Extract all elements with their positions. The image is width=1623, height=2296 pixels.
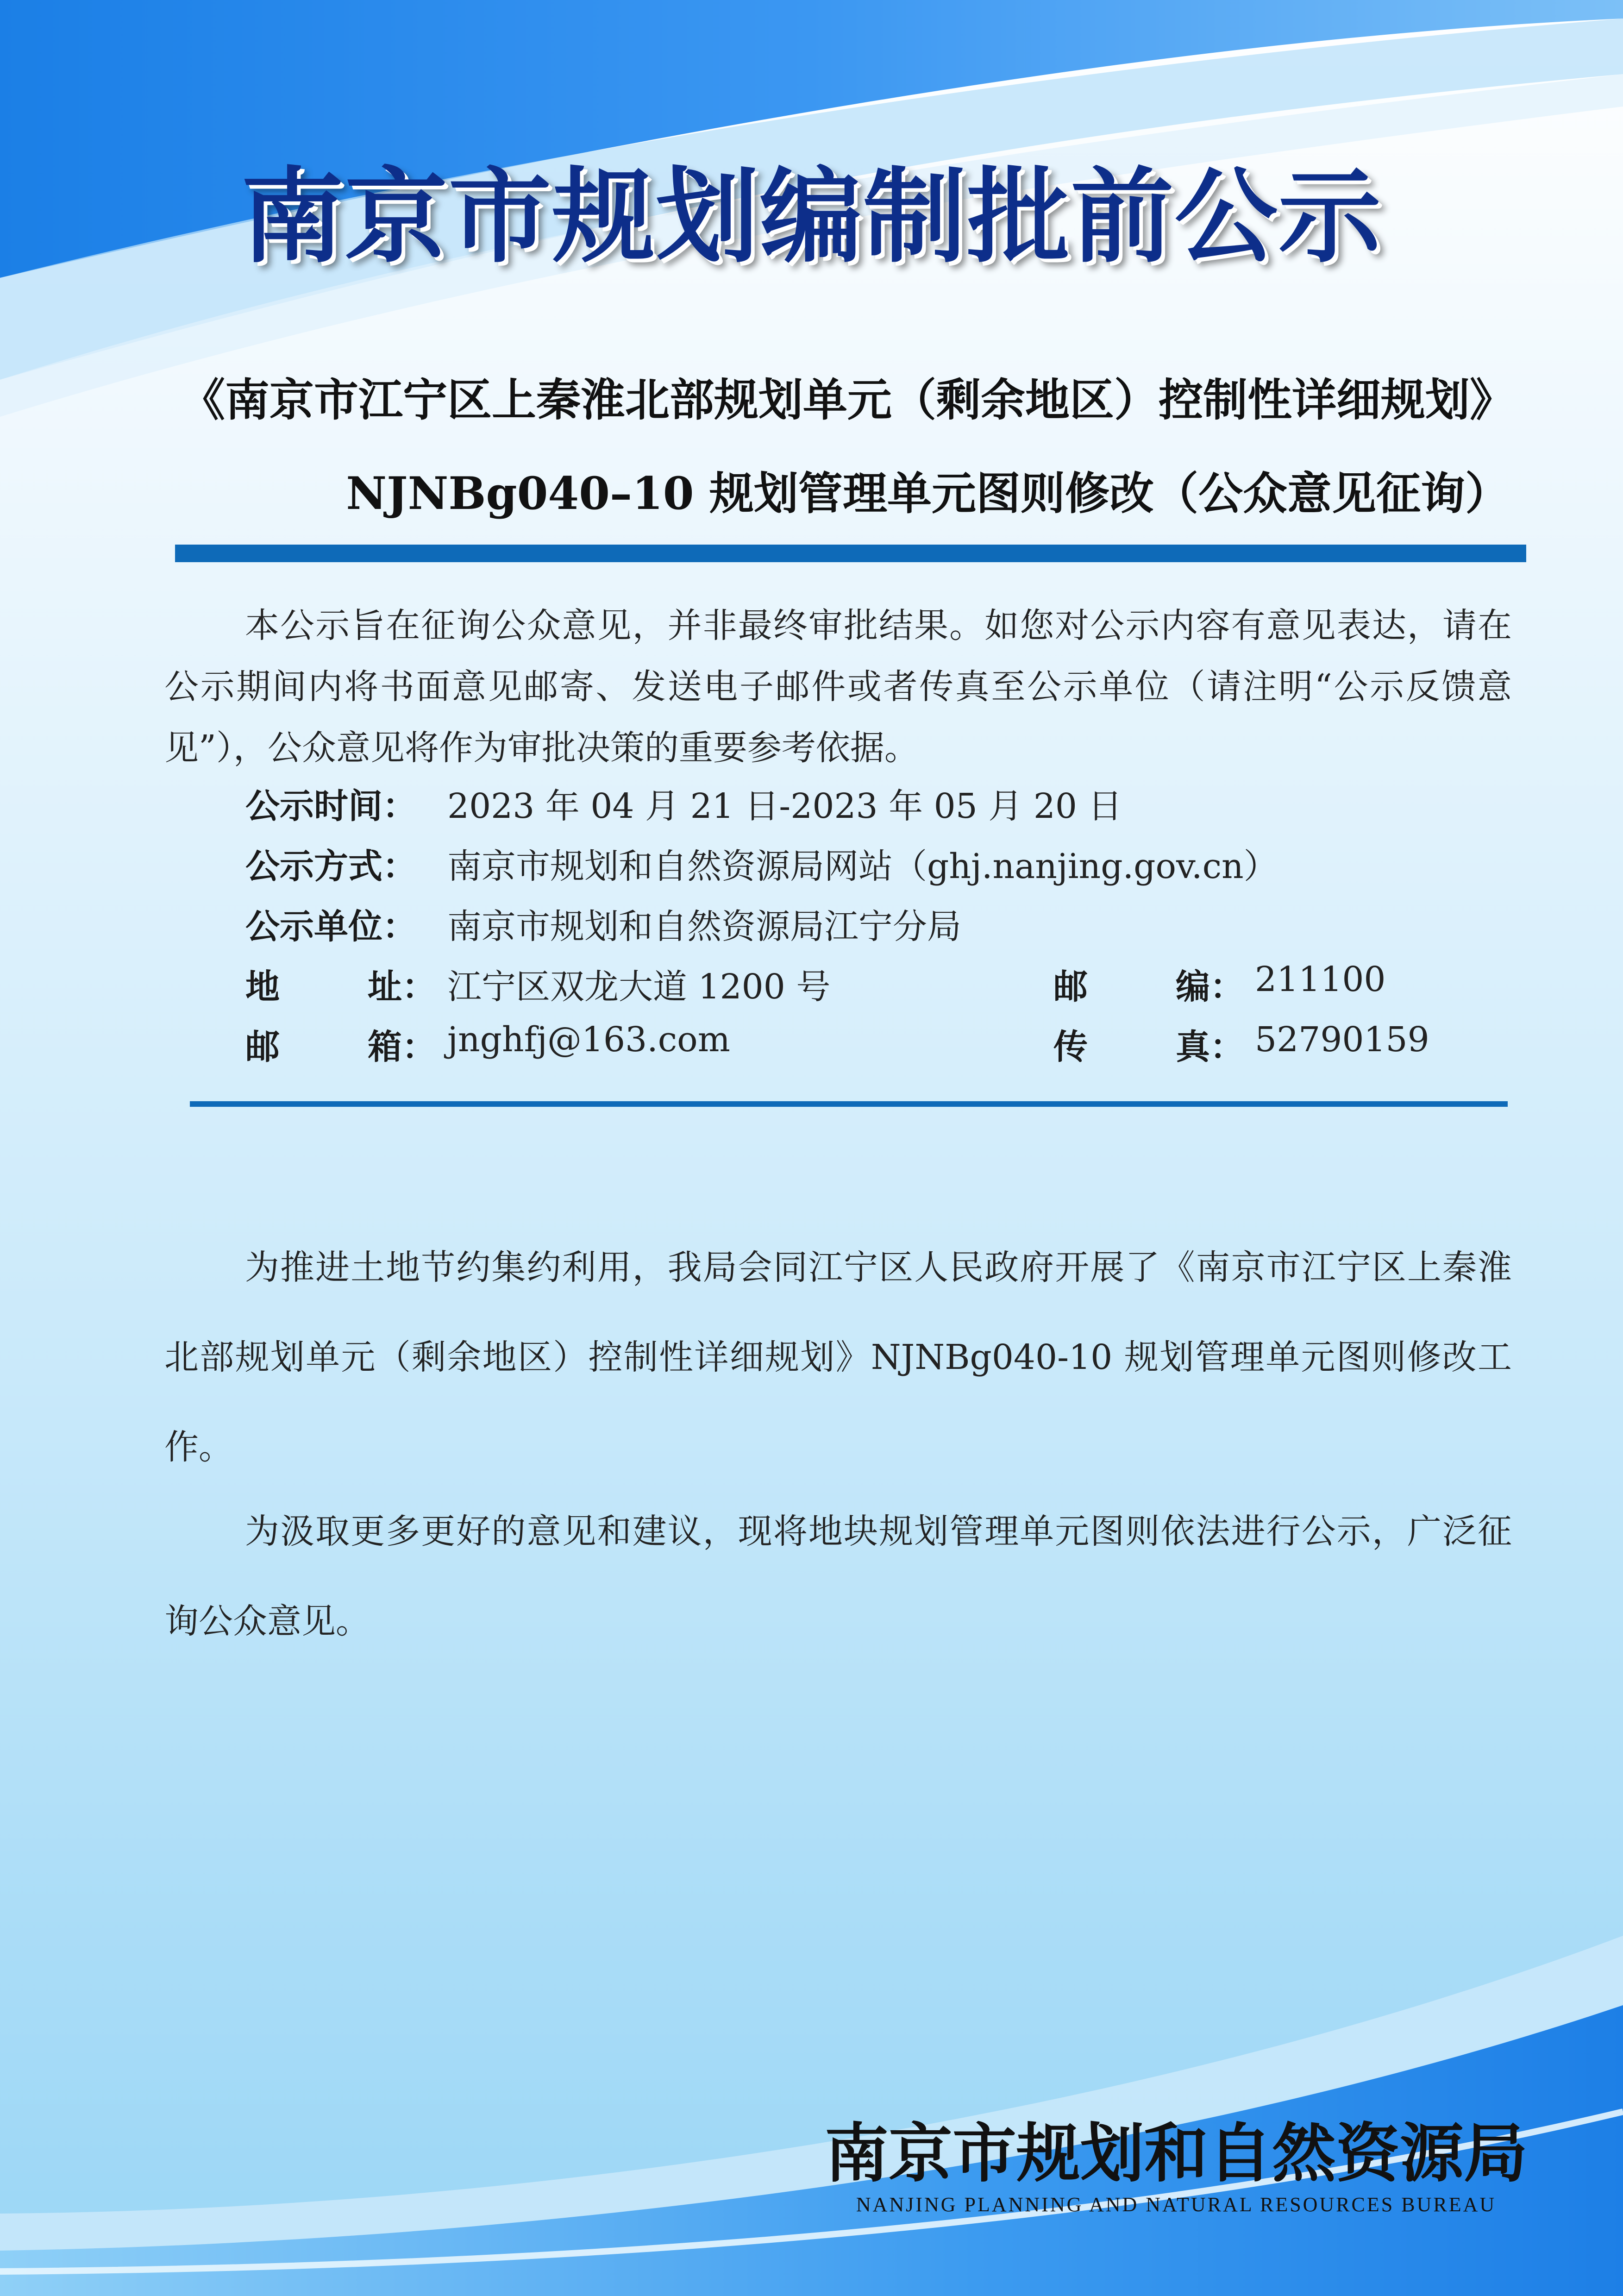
email-value: jnghfj@163.com [447, 1020, 730, 1060]
unit-label: 公示单位： [245, 907, 417, 947]
top-divider [175, 545, 1526, 562]
info-row-address [245, 960, 1542, 1020]
bottom-divider [190, 1101, 1508, 1107]
body-paragraph-1: 为推进土地节约集约利用，我局会同江宁区人民政府开展了《南京市江宁区上秦淮北部规划单元（剩余地区）控制性详细规划》NJNBg040-10 规划管理单元图则修改工作。 [164, 1248, 1512, 1467]
info-row-unit [245, 899, 1542, 960]
page-title: 南京市规划编制批前公示 [241, 157, 1382, 277]
info-row-method [245, 839, 1542, 899]
plan-title-line2: NJNBg040–10 规划管理单元图则修改（公众意见征询） [346, 467, 1510, 520]
period-value: 2023 年 04 月 21 日-2023 年 05 月 20 日 [447, 786, 1122, 826]
period-label: 公示时间： [245, 786, 417, 826]
email-label: 邮 箱： [245, 1027, 436, 1067]
info-row-email [245, 1020, 1542, 1080]
method-value: 南京市规划和自然资源局网站（ghj.nanjing.gov.cn） [447, 847, 1278, 886]
org-name-cn: 南京市规划和自然资源局 [824, 2115, 1528, 2191]
address-label: 地 址： [245, 967, 436, 1007]
address-value: 江宁区双龙大道 1200 号 [447, 967, 831, 1007]
fax-value: 52790159 [1255, 1020, 1429, 1060]
plan-title-line1: 《南京市江宁区上秦淮北部规划单元（剩余地区）控制性详细规划》 [181, 374, 1514, 426]
org-name-en: NANJING PLANNING AND NATURAL RESOURCES BUREAU [856, 2193, 1497, 2216]
notice-paragraph: 本公示旨在征询公众意见，并非最终审批结果。如您对公示内容有意见表达，请在公示期间内将书面意见邮寄、发送电子邮件或者传真至公示单位（请注明“公示反馈意见”），公众意见将作为审批决策的重要参考依据。 [164, 606, 1512, 768]
method-label: 公示方式： [245, 847, 417, 886]
body-paragraph-2: 为汲取更多更好的意见和建议，现将地块规划管理单元图则依法进行公示，广泛征询公众意见。 [164, 1512, 1512, 1641]
postcode-value: 211100 [1255, 960, 1386, 999]
unit-value: 南京市规划和自然资源局江宁分局 [447, 907, 961, 947]
postcode-label: 邮 编： [1053, 967, 1244, 1007]
fax-label: 传 真： [1053, 1027, 1244, 1067]
info-row-period [245, 779, 1542, 839]
